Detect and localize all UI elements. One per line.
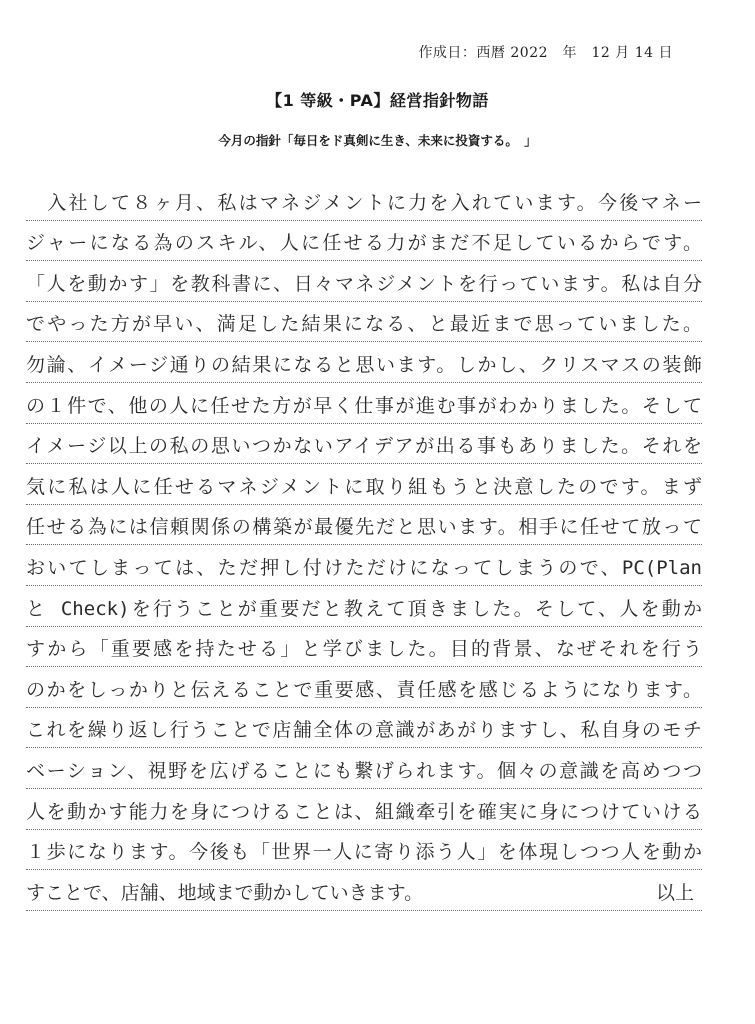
essay-line [26,708,702,749]
essay-line [26,830,702,871]
essay-line-text: の１件で、他の人に任せた方が早く仕事が進む事がわかりました。そして [26,394,702,417]
creation-date: 作成日：西暦 2022 年 12 月 14 日 [418,45,673,61]
essay-line-text: と Check)を行うことが重要だと教えて頂きました。そして、人を動か [26,597,702,620]
essay-line [26,464,702,505]
essay-line-text: おいてしまっては、ただ押し付けただけになってしまうので、PC(Plan [26,556,702,579]
essay-line-text: １歩になります。今後も「世界一人に寄り添う人」を体現しつつ人を動か [26,841,702,864]
essay-line-text: すから「重要感を持たせる」と学びました。目的背景、なぜそれを行う [26,638,702,661]
essay-line [26,180,702,221]
essay-line-text: 「人を動かす」を教科書に、日々マネジメントを行っています。私は自分 [26,272,702,295]
essay-line [26,302,702,343]
essay-line-text: すことで、店舗、地域まで動かしていきます。 [26,881,424,904]
essay-line-text: 任せる為には信頼関係の構築が最優先だと思います。相手に任せて放って [26,516,702,539]
essay-line-text: 人を動かす能力を身につけることは、組織牽引を確実に身につけていける [26,800,702,823]
essay-line [26,221,702,262]
essay-line [26,545,702,586]
monthly-policy: 今月の指針「毎日をド真剣に生き、未来に投資する。 」 [218,133,537,148]
essay-line [26,383,702,424]
essay-line-text: でやった方が早い、満足した結果になる、と最近まで思っていました。 [26,313,702,336]
essay-line [26,748,702,789]
essay-line [26,261,702,302]
essay-line [26,424,702,465]
essay-line [26,586,702,627]
essay-line [26,342,702,383]
essay-line-text: イメージ以上の私の思いつかないアイデアが出る事もありました。それを [26,435,702,458]
essay-line [26,870,702,911]
document-title: 【1 等級・PA】経営指針物語 [266,91,489,110]
closing-mark: 以上 [655,881,694,904]
essay-line-text: ベーション、視野を広げることにも繋げられます。個々の意識を高めつつ [26,759,702,782]
essay-line-text: 気に私は人に任せるマネジメントに取り組もうと決意したのです。まず [26,475,702,498]
essay-body [26,180,702,911]
essay-line-text: 入社して８ヶ月、私はマネジメントに力を入れています。今後マネー [26,191,702,214]
essay-line-text: のかをしっかりと伝えることで重要感、責任感を感じるようになります。 [26,678,702,701]
essay-line-text: ジャーになる為のスキル、人に任せる力がまだ不足しているからです。 [26,232,702,255]
essay-line-text: 勿論、イメージ通りの結果になると思います。しかし、クリスマスの装飾 [26,353,702,376]
essay-line [26,667,702,708]
essay-line-text: これを繰り返し行うことで店舗全体の意識があがりますし、私自身のモチ [26,719,702,742]
essay-line [26,627,702,668]
essay-line [26,505,702,546]
essay-line [26,789,702,830]
